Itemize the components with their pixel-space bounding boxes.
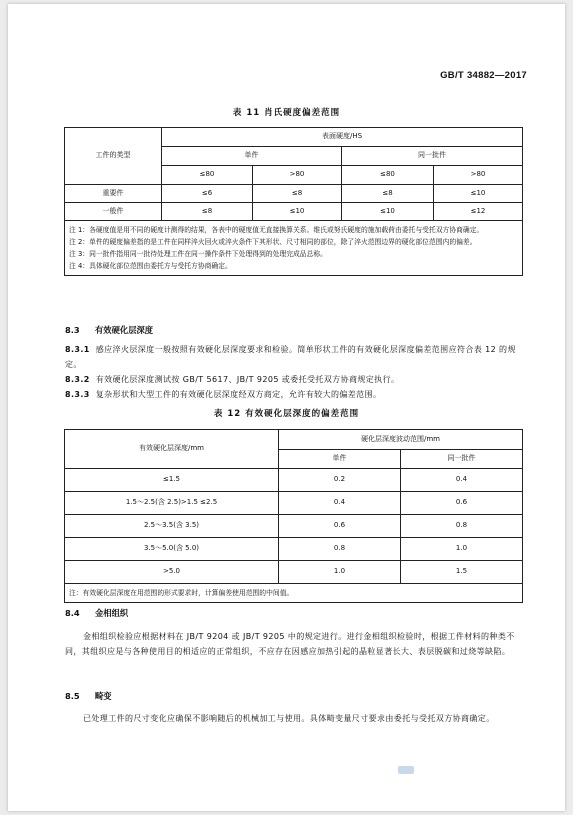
paragraph-8-4: 金相组织检验应根据材料在 JB/T 9204 或 JB/T 9205 中的规定进行。进行金相组织检验时，根据工件材料的种类不同，其组织应是与各种使用目的相适应的正常组织，不应存在因感应加热引起的晶粒显著长大、表层脱碳和过烧等缺陷。: [65, 632, 515, 656]
table-row: [65, 469, 523, 492]
table-cell: ≤10: [434, 185, 523, 203]
table-11-subheader: >80: [253, 166, 342, 185]
table-note: [69, 587, 518, 599]
table-cell: ≤10: [253, 203, 342, 221]
section-number: 8.3: [65, 325, 80, 335]
note-text: 注：有效硬化层深度在用范围的形式要求时，计算偏差使用范围的中间值。: [69, 589, 294, 597]
table-cell: 0.4: [279, 492, 401, 515]
section-number: 8.5: [65, 691, 80, 701]
table-cell: 0.2: [279, 469, 401, 492]
table-cell: ≤12: [434, 203, 523, 221]
table-row: [65, 538, 523, 561]
clause-number: 8.3.3: [65, 390, 90, 399]
table-cell: 0.8: [401, 515, 523, 538]
clause-text: 复杂形状和大型工件的有效硬化层深度经双方商定，允许有较大的偏差范围。: [95, 390, 382, 399]
table-cell: 3.5～5.0(含 5.0): [65, 538, 279, 561]
table-cell: 0.4: [401, 469, 523, 492]
table-cell: 0.6: [401, 492, 523, 515]
note-label: 注 1：: [69, 226, 90, 234]
table-cell: 一般件: [65, 203, 162, 221]
document-page: [8, 4, 565, 811]
section-8-4-heading: [65, 607, 128, 619]
section-title: 畸变: [95, 691, 112, 701]
note-label: 注 2：: [69, 238, 90, 246]
table-cell: ≤10: [342, 203, 434, 221]
table-12-header-single: 单件: [279, 450, 401, 469]
table-cell: 1.5: [401, 561, 523, 584]
table-cell: >5.0: [65, 561, 279, 584]
note-text: 各硬度值是用不同的硬度计测得的结果，各表中的硬度值无直接换算关系。维氏或努氏硬度的施加载荷由委托与受托双方协商确定。: [89, 226, 484, 234]
table-row: [65, 492, 523, 515]
table-cell: 0.8: [279, 538, 401, 561]
paragraph-8-3-1: [65, 342, 525, 372]
table-row: [65, 515, 523, 538]
table-12-note: [65, 584, 523, 603]
table-11-subheader: ≤80: [342, 166, 434, 185]
table-cell: 1.5～2.5(含 2.5)>1.5 ≤2.5: [65, 492, 279, 515]
table-row: [65, 561, 523, 584]
table-11-caption: 表 11 肖氏硬度偏差范围: [232, 108, 341, 118]
table-note: [69, 224, 518, 236]
standard-code: GB/T 34882—2017: [440, 70, 527, 81]
table-cell: ≤8: [162, 203, 253, 221]
note-text: 单件的硬度偏差指的是工件在同样淬火回火或淬火条件下其形状、尺寸相同的部位，除了淬火范围边界的硬化部位范围内的偏差。: [89, 238, 477, 246]
page-mark: [398, 766, 414, 774]
table-12-header-range: 硬化层深度波动范围/mm: [279, 430, 523, 450]
table-11-header-hs: 表面硬度/HS: [162, 128, 523, 147]
clause-text: 有效硬化层深度测试按 GB/T 5617、JB/T 9205 或委托受托双方协商规定执行。: [95, 375, 400, 384]
table-12-header-depth: 有效硬化层深度/mm: [65, 430, 279, 469]
table-12: [64, 429, 523, 603]
table-11-header-type: 工件的类型: [65, 128, 162, 185]
table-note: [69, 260, 518, 272]
table-note: [69, 248, 518, 260]
table-cell: 重要件: [65, 185, 162, 203]
section-title: 有效硬化层深度: [95, 325, 154, 335]
table-note: [69, 236, 518, 248]
note-text: 同一批件指用同一批待处理工件在同一操作条件下处理得到的处理完成品总称。: [89, 250, 327, 258]
clause-text: 感应淬火层深度一般按照有效硬化层深度要求和检验。简单形状工件的有效硬化层深度偏差范围应符合表 12 的规定。: [65, 345, 516, 369]
table-row: [65, 203, 523, 221]
paragraph-8-3-3: [65, 387, 525, 402]
table-11-header-single: 单件: [162, 147, 342, 166]
table-cell: 1.0: [401, 538, 523, 561]
table-12-header-batch: 同一批件: [401, 450, 523, 469]
table-cell: ≤6: [162, 185, 253, 203]
table-cell: ≤8: [253, 185, 342, 203]
section-8-3-heading: [65, 324, 153, 336]
section-title: 金相组织: [95, 608, 129, 618]
section-8-5-heading: [65, 690, 112, 702]
table-cell: 2.5～3.5(含 3.5): [65, 515, 279, 538]
table-12-caption: 表 12 有效硬化层深度的偏差范围: [213, 409, 360, 419]
note-label: 注 3：: [69, 250, 90, 258]
note-text: 具体硬化部位范围由委托方与受托方协商确定。: [89, 262, 232, 270]
table-11-header-batch: 同一批件: [342, 147, 523, 166]
clause-number: 8.3.2: [65, 375, 90, 384]
note-label: 注 4：: [69, 262, 90, 270]
section-number: 8.4: [65, 608, 80, 618]
clause-number: 8.3.1: [65, 345, 90, 354]
table-11-notes: [65, 221, 523, 276]
table-11-subheader: >80: [434, 166, 523, 185]
table-cell: ≤8: [342, 185, 434, 203]
table-cell: 1.0: [279, 561, 401, 584]
paragraph-8-5: 已处理工件的尺寸变化应确保不影响随后的机械加工与使用。具体畸变量尺寸要求由委托与受托双方协商确定。: [83, 714, 495, 723]
paragraph-8-3-2: [65, 372, 525, 387]
table-row: [65, 185, 523, 203]
table-cell: ≤1.5: [65, 469, 279, 492]
table-11: [64, 127, 523, 276]
table-11-subheader: ≤80: [162, 166, 253, 185]
table-cell: 0.6: [279, 515, 401, 538]
